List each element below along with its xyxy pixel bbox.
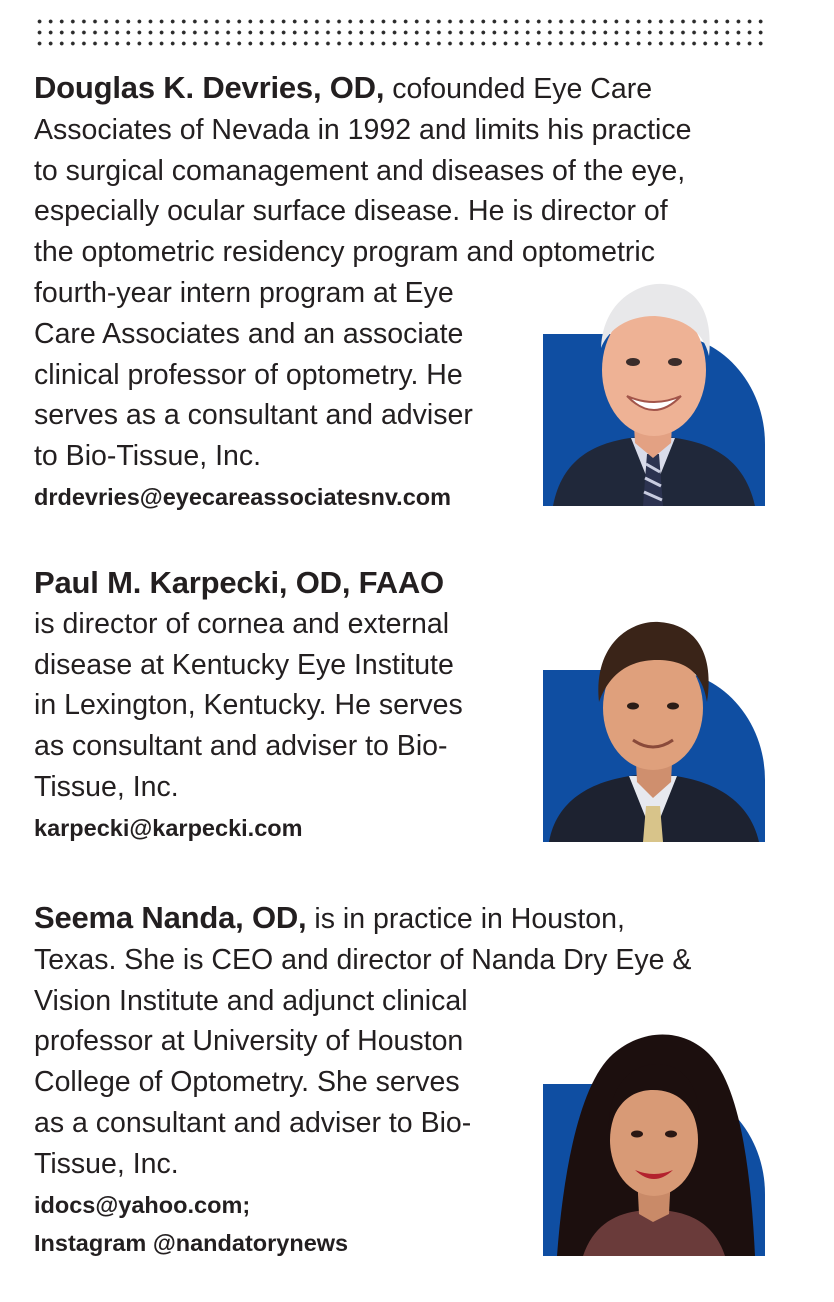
bio-text-line: as a consultant and adviser to Bio-	[34, 1106, 472, 1139]
bio-text-line: as consultant and adviser to Bio-	[34, 730, 448, 763]
portrait-icon	[543, 278, 765, 506]
bio-text-line: fourth-year intern program at Eye	[34, 276, 454, 309]
bio-text-line: College of Optometry. She serves	[34, 1066, 460, 1099]
bio-text-line: disease at Kentucky Eye Institute	[34, 648, 454, 681]
bio-text-line: is director of cornea and external	[34, 607, 450, 640]
instagram-link[interactable]: Instagram @nandatorynews	[34, 1229, 349, 1256]
author-photo-nanda	[543, 1024, 765, 1256]
author-photo-karpecki	[543, 616, 765, 842]
bio-text-line: in Lexington, Kentucky. He serves	[34, 689, 463, 722]
bio-text-line: serves as a consultant and adviser	[34, 399, 473, 432]
bio-name: Seema Nanda, OD,	[34, 900, 307, 935]
bio-text-line: professor at University of Houston	[34, 1025, 464, 1058]
bio-text-line: the optometric residency program and optometric	[34, 236, 655, 269]
bio-text-line: clinical professor of optometry. He	[34, 358, 463, 391]
portrait-icon	[543, 616, 765, 842]
bio-text-line: is in practice in Houston,	[314, 903, 625, 935]
bio-name: Paul M. Karpecki, OD, FAAO	[34, 565, 444, 600]
bio-text-line: Tissue, Inc.	[34, 770, 179, 803]
bio-text-line: Associates of Nevada in 1992 and limits his practice	[34, 113, 692, 146]
email-link[interactable]: karpecki@karpecki.com	[34, 814, 303, 841]
bio-text-line: to Bio-Tissue, Inc.	[34, 440, 262, 473]
bio-text-line: Care Associates and an associate	[34, 317, 464, 350]
dotted-divider	[34, 16, 766, 50]
author-photo-devries	[543, 278, 765, 506]
portrait-icon	[543, 1024, 765, 1256]
bio-text-line: Tissue, Inc.	[34, 1147, 179, 1180]
bio-text-line: especially ocular surface disease. He is director of	[34, 195, 668, 228]
bio-text-line: to surgical comanagement and diseases of the eye,	[34, 154, 686, 187]
email-link[interactable]: drdevries@eyecareassociatesnv.com	[34, 483, 452, 510]
bio-text-line: Vision Institute and adjunct clinical	[34, 984, 468, 1017]
bio-text-line: cofounded Eye Care	[392, 73, 653, 105]
bio-name: Douglas K. Devries, OD,	[34, 70, 385, 105]
bio-text-line: Texas. She is CEO and director of Nanda Dry Eye &	[34, 943, 692, 976]
email-link[interactable]: idocs@yahoo.com;	[34, 1191, 251, 1218]
